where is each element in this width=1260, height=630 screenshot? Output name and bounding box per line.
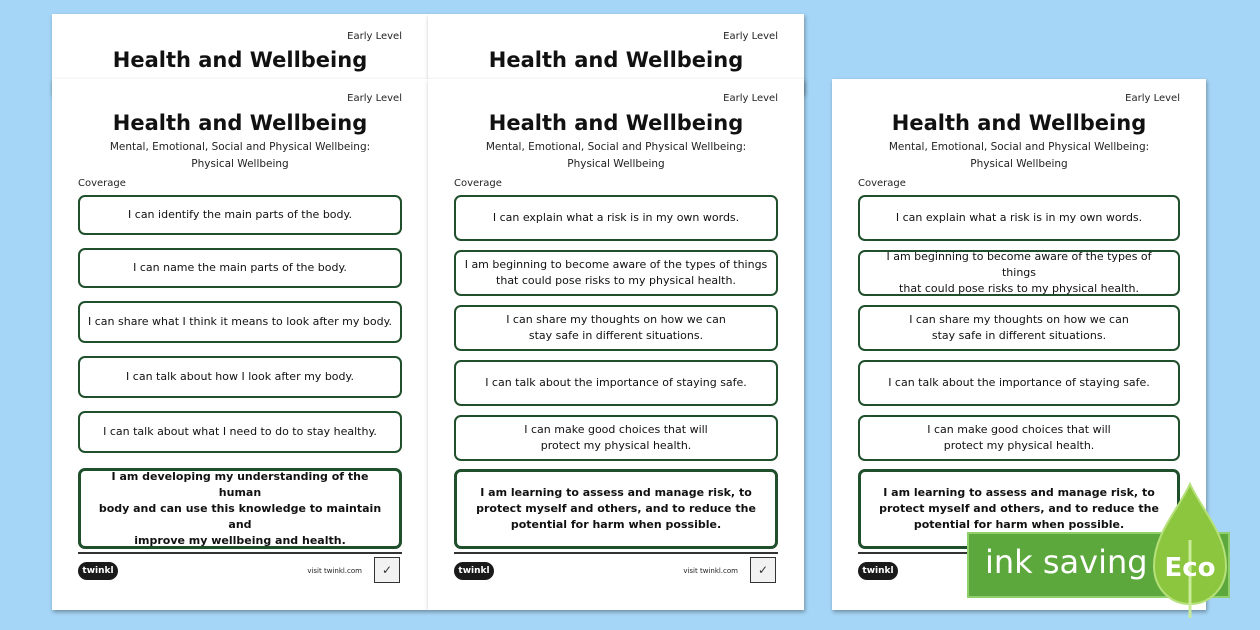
coverage-item: I can share what I think it means to look after my body. [78, 301, 402, 343]
twinkl-logo: twinkl [454, 562, 494, 580]
twinkl-logo: twinkl [78, 562, 118, 580]
sheet-title: Health and Wellbeing [112, 48, 368, 72]
coverage-item: I can explain what a risk is in my own words. [454, 195, 778, 241]
coverage-item: I can share my thoughts on how we can stay safe in different situations. [454, 305, 778, 351]
early-level-label: Early Level [723, 93, 778, 104]
quality-badge-icon: ✓ [374, 557, 400, 583]
visit-link[interactable]: visit twinkl.com [307, 567, 362, 575]
coverage-item: I can talk about the importance of staying safe. [454, 360, 778, 406]
ink-saving-text: ink saving [985, 543, 1148, 581]
coverage-label: Coverage [78, 178, 126, 189]
early-level-label: Early Level [1125, 93, 1180, 104]
sheet-title: Health and Wellbeing [891, 111, 1147, 135]
coverage-item: I can make good choices that will protect my physical health. [454, 415, 778, 461]
coverage-item: I can talk about the importance of staying safe. [858, 360, 1180, 406]
sheet-subtitle: Mental, Emotional, Social and Physical Wellbeing: Physical Wellbeing [485, 141, 747, 170]
eco-leaf-icon [1150, 480, 1230, 620]
sheet-subtitle: Mental, Emotional, Social and Physical Wellbeing: Physical Wellbeing [109, 141, 371, 170]
coverage-item: I can name the main parts of the body. [78, 248, 402, 288]
eco-label: Eco [1164, 553, 1216, 583]
visit-link[interactable]: visit twinkl.com [683, 567, 738, 575]
quality-badge-icon: ✓ [750, 557, 776, 583]
twinkl-logo: twinkl [858, 562, 898, 580]
early-level-label: Early Level [347, 31, 402, 42]
outcome-box: I am learning to assess and manage risk, to protect myself and others, and to reduce the potential for harm when possible. [858, 469, 1180, 549]
footer-divider [78, 552, 402, 554]
outcome-box: I am developing my understanding of the human body and can use this knowledge to maintain and improve my wellbeing and health. [78, 468, 402, 549]
sheet-title: Health and Wellbeing [112, 111, 368, 135]
coverage-item: I can talk about how I look after my body. [78, 356, 402, 398]
sheet-subtitle: Mental, Emotional, Social and Physical Wellbeing: Physical Wellbeing [888, 141, 1150, 170]
coverage-item: I can make good choices that will protect my physical health. [858, 415, 1180, 461]
coverage-label: Coverage [454, 178, 502, 189]
coverage-item: I can explain what a risk is in my own words. [858, 195, 1180, 241]
worksheet-2 [428, 79, 804, 610]
early-level-label: Early Level [723, 31, 778, 42]
sheet-title: Health and Wellbeing [488, 111, 744, 135]
sheet-title: Health and Wellbeing [488, 48, 744, 72]
coverage-label: Coverage [858, 178, 906, 189]
coverage-item: I can share my thoughts on how we can stay safe in different situations. [858, 305, 1180, 351]
coverage-item: I can talk about what I need to do to stay healthy. [78, 411, 402, 453]
coverage-item: I can identify the main parts of the body. [78, 195, 402, 235]
coverage-item: I am beginning to become aware of the types of things that could pose risks to my physical health. [858, 250, 1180, 296]
coverage-item: I am beginning to become aware of the types of things that could pose risks to my physical health. [454, 250, 778, 296]
early-level-label: Early Level [347, 93, 402, 104]
footer-divider [454, 552, 778, 554]
worksheet-1 [52, 79, 428, 610]
outcome-box: I am learning to assess and manage risk, to protect myself and others, and to reduce the potential for harm when possible. [454, 469, 778, 549]
